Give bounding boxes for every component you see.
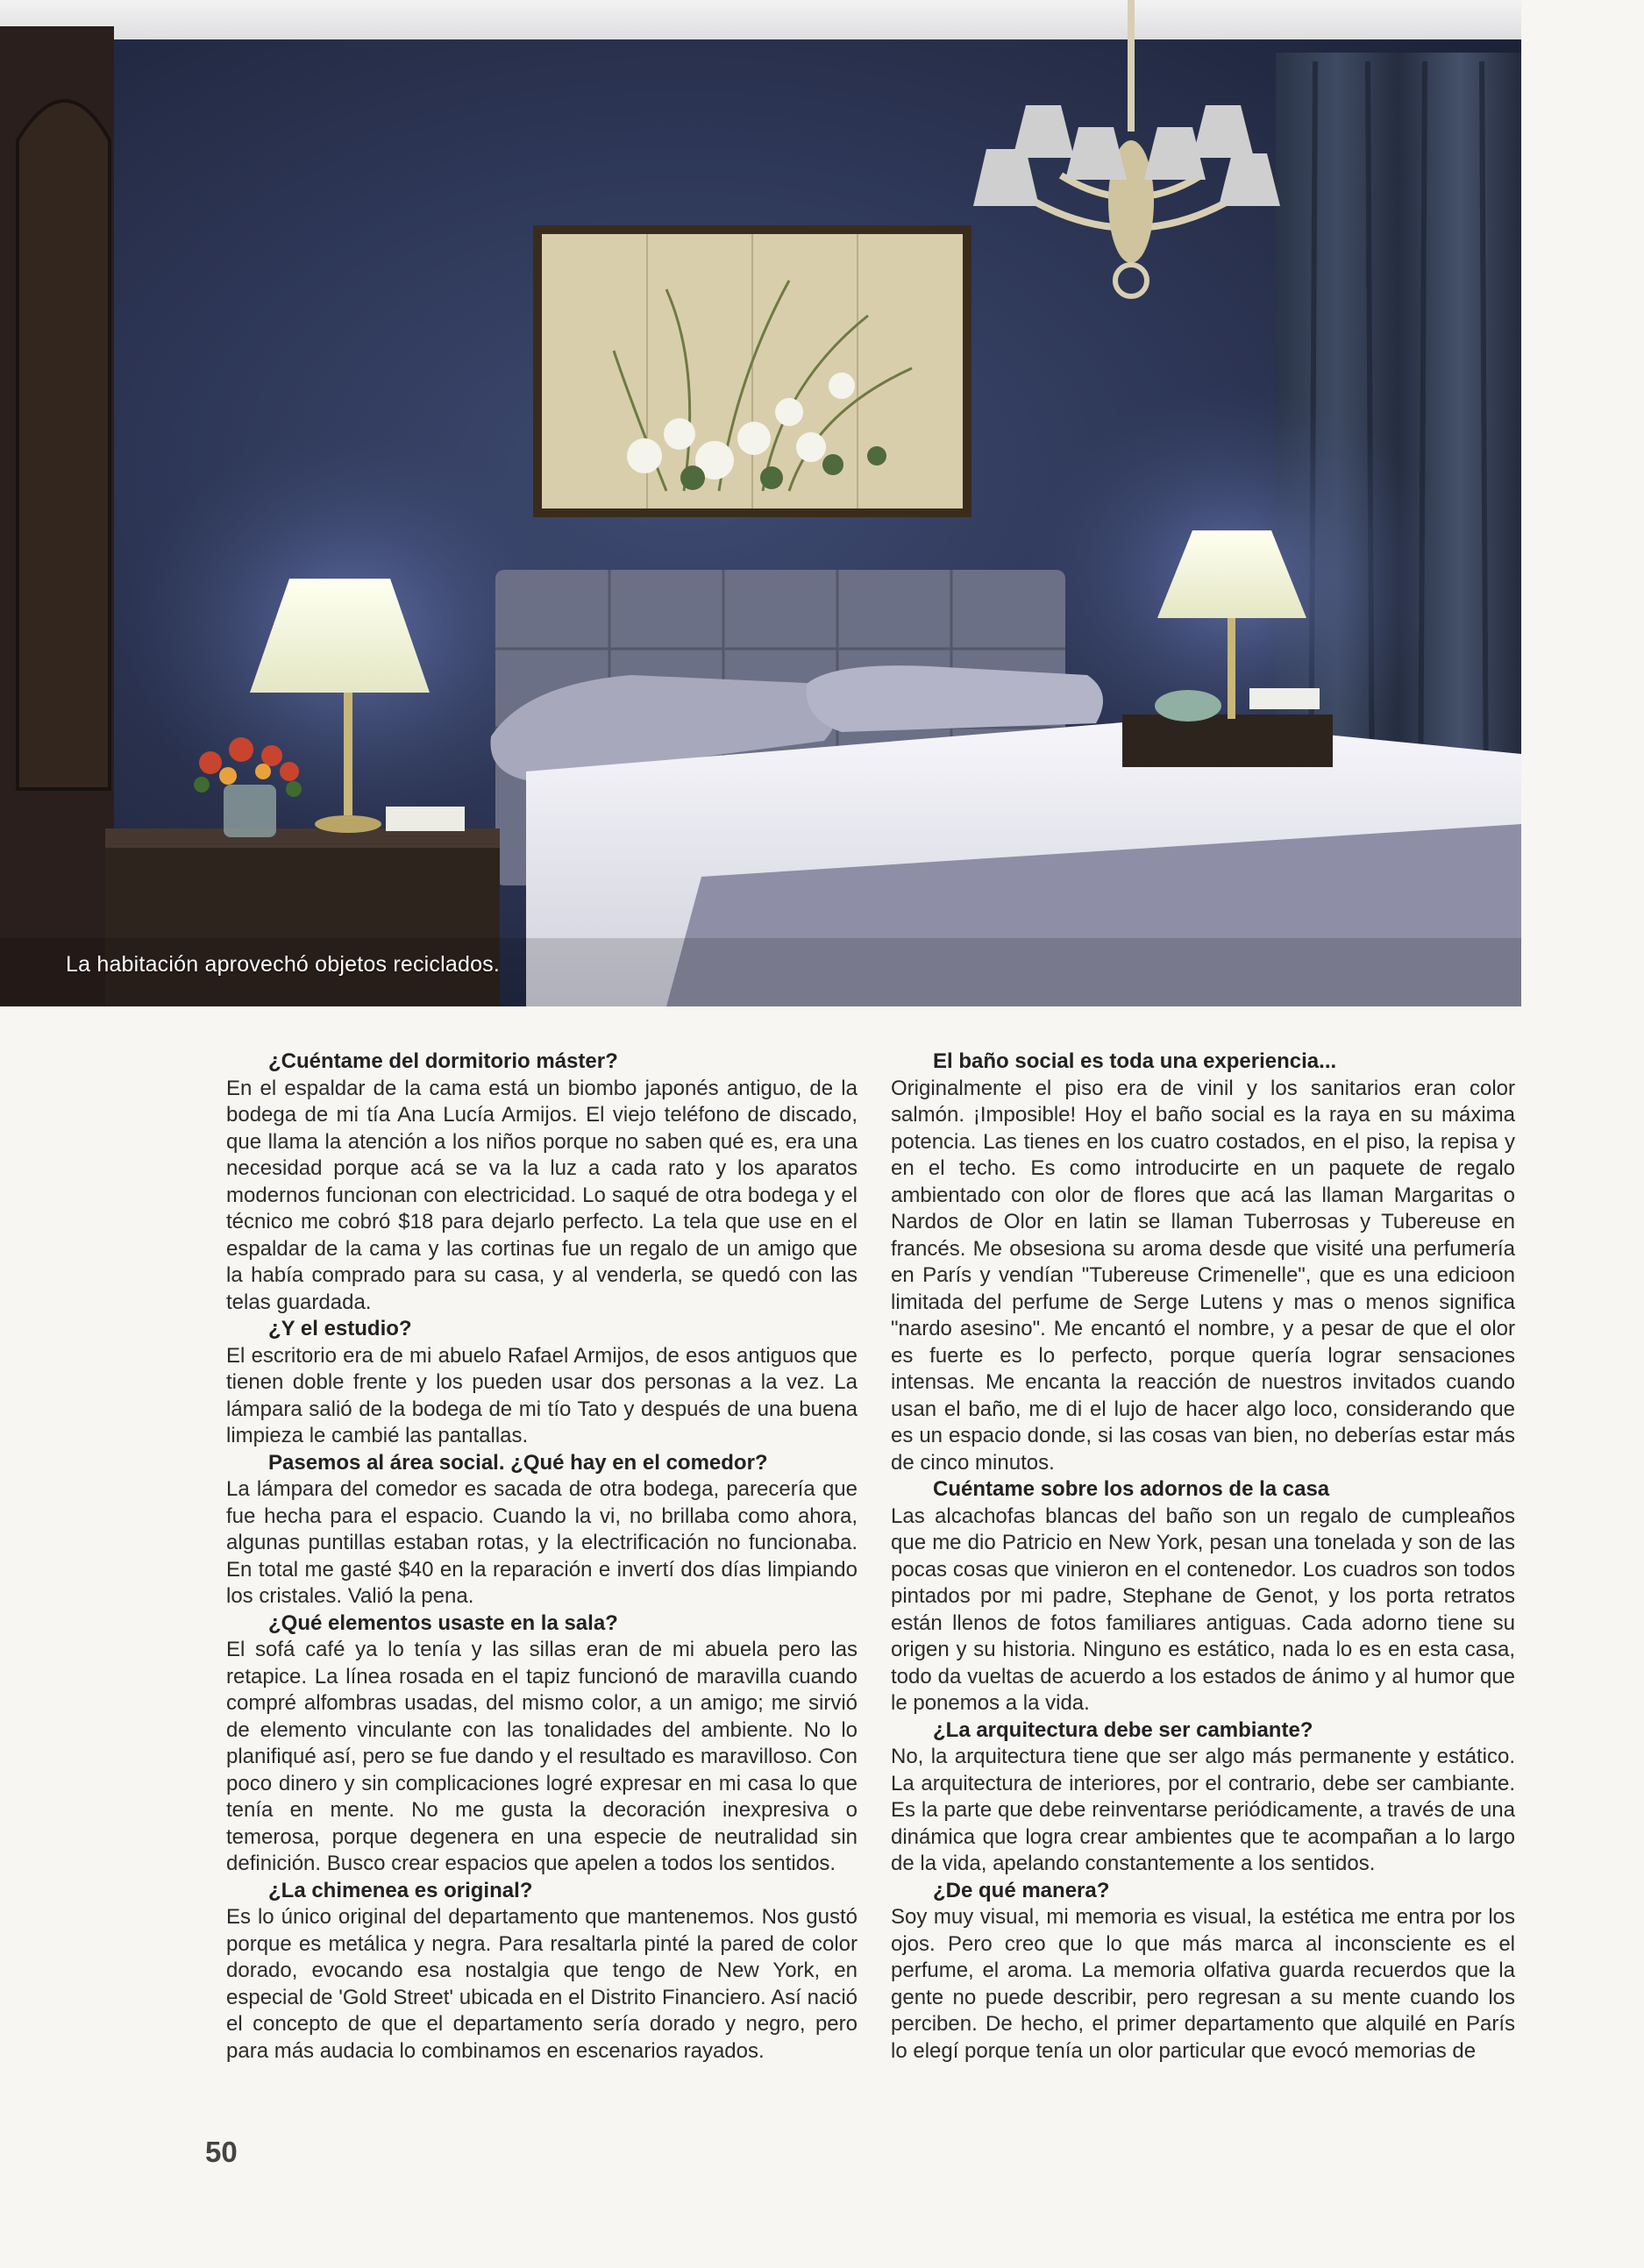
bedroom-illustration <box>0 0 1521 1006</box>
photo-caption: La habitación aprovechó objetos reciclados. <box>66 952 501 977</box>
answer-paragraph: Soy muy visual, mi memoria es visual, la estética me entra por los ojos. Pero creo que lo que más marca al inconsciente es el perfume, el aroma. La memoria olfativa guarda recuerdos que la gente no puede describir, pero regresan a su mente cuando los perciben. De hecho, el primer departamento que alquilé en París lo elegí porque tenía un olor particular que evocó memorias de <box>891 1905 1515 2063</box>
bedroom-photo <box>0 0 1521 1006</box>
answer-paragraph: Es lo único original del departamento que mantenemos. Nos gustó porque es metálica y negra. Para resaltarla pinté la pared de color dorado, evocando esa nostalgia que tengo de New York, en especial de 'Gold Street' ubicada en el Distrito Financiero. Así nació el concepto de que el departamento sería dorado y negro, pero para más audacia lo combinamos en escenarios rayados. <box>226 1905 858 2063</box>
question-heading: ¿Cuéntame del dormitorio máster? <box>268 1049 618 1073</box>
question-heading: ¿Y el estudio? <box>268 1317 412 1340</box>
question-heading: ¿Qué elementos usaste en la sala? <box>268 1610 618 1635</box>
page-number: 50 <box>205 2136 238 2168</box>
answer-paragraph: La lámpara del comedor es sacada de otra bodega, parecería que fue hecha para el espacio. Cuando la vi, no brillaba como ahora, algunas puntillas estaban rotas, y la electrificación no funcionaba. En total me gasté $40 en la reparación e invertí dos días limpiando los cristales. Valió la pena. <box>226 1477 858 1608</box>
question-heading: Cuéntame sobre los adornos de la casa <box>933 1477 1330 1501</box>
answer-paragraph: En el espaldar de la cama está un biombo japonés antiguo, de la bodega de mi tía Ana Lucía Armijos. El viejo teléfono de discado, que llama la atención a los niños porque no saben qué es, era una necesidad porque acá se va la luz a cada rato y los aparatos modernos funcionan con electricidad. Lo saqué de otra bodega y el técnico me cobró $18 para dejarlo perfecto. La tela que use en el espaldar de la cama y las cortinas fue un regalo de un amigo que la había comprado para su casa, y al venderla, se quedó con las telas guardada. <box>226 1076 858 1314</box>
question-heading: ¿La arquitectura debe ser cambiante? <box>933 1717 1313 1742</box>
answer-paragraph: El escritorio era de mi abuelo Rafael Armijos, de esos antiguos que tienen doble frente y los pueden usar dos personas a la vez. La lámpara salió de la bodega de mi tío Tato y después de una buena limpieza le cambié las pantallas. <box>226 1343 858 1447</box>
question-heading: Pasemos al área social. ¿Qué hay en el comedor? <box>268 1450 768 1475</box>
answer-paragraph: Las alcachofas blancas del baño son un regalo de cumpleaños que me dio Patricio en New York, pesan una tonelada y son de las pocas cosas que vinieron en el contenedor. Los cuadros son todos pintados por mi padre, Stephane de Genot, y los porta retratos están llenos de fotos familiares antiguas. Cada adorno tiene su origen y su historia. Ninguno es estático, nada lo es en esta casa, todo da vueltas de acuerdo a los estados de ánimo y al humor que le ponemos a la vida. <box>891 1504 1515 1715</box>
question-heading: El baño social es toda una experiencia... <box>933 1049 1337 1073</box>
article-left-column <box>226 1049 858 2065</box>
question-heading: ¿De qué manera? <box>933 1878 1110 1902</box>
answer-paragraph: El sofá café ya lo tenía y las sillas eran de mi abuela pero las retapice. La línea rosada en el tapiz funcionó de maravilla cuando compré alfombras usadas, del mismo color, a un amigo; me sirvió de elemento vinculante con las tonalidades del ambiente. No lo planifiqué así, pero se fue dando y el resultado es maravilloso. Con poco dinero y sin complicaciones logré expresar en mi casa lo que tenía en mente. No me gusta la decoración inexpresiva o temerosa, porque degenera en una especie de neutralidad sin definición. Busco crear espacios que apelen a todos los sentidos. <box>226 1638 858 1875</box>
answer-paragraph: No, la arquitectura tiene que ser algo más permanente y estático. La arquitectura de interiores, por el contrario, debe ser cambiante. Es la parte que debe reinventarse periódicamente, a través de una dinámica que logra crear ambientes que te acompañan a lo largo de la vida, apelando constantemente a los sentidos. <box>891 1745 1515 1875</box>
article-right-column <box>891 1049 1515 2065</box>
answer-paragraph: Originalmente el piso era de vinil y los sanitarios eran color salmón. ¡Imposible! Hoy el baño social es la raya en su máxima potencia. Las tienes en los cuatro costados, en el piso, la repisa y en el techo. Es como introducirte en un paquete de regalo ambientado con olor de flores que acá las llaman Margaritas o Nardos de Olor en latin se llaman Tuberrosas y Tubereuse en francés. Me obsesiona su aroma desde que visité una perfumería en París y vendían "Tubereuse Crimenelle", que es una edicioon limitada del perfume de Serge Lutens y mas o menos significa "nardo asesino". Me encantó el nombre, y a pesar de que el olor es fuerte es lo perfecto, porque quería lograr sensaciones intensas. Me encanta la reacción de nuestros invitados cuando usan el baño, me di el lujo de hacer algo loco, considerando que es un espacio donde, si las cosas van bien, no deberías estar más de cinco minutos. <box>891 1076 1515 1475</box>
question-heading: ¿La chimenea es original? <box>268 1878 533 1902</box>
